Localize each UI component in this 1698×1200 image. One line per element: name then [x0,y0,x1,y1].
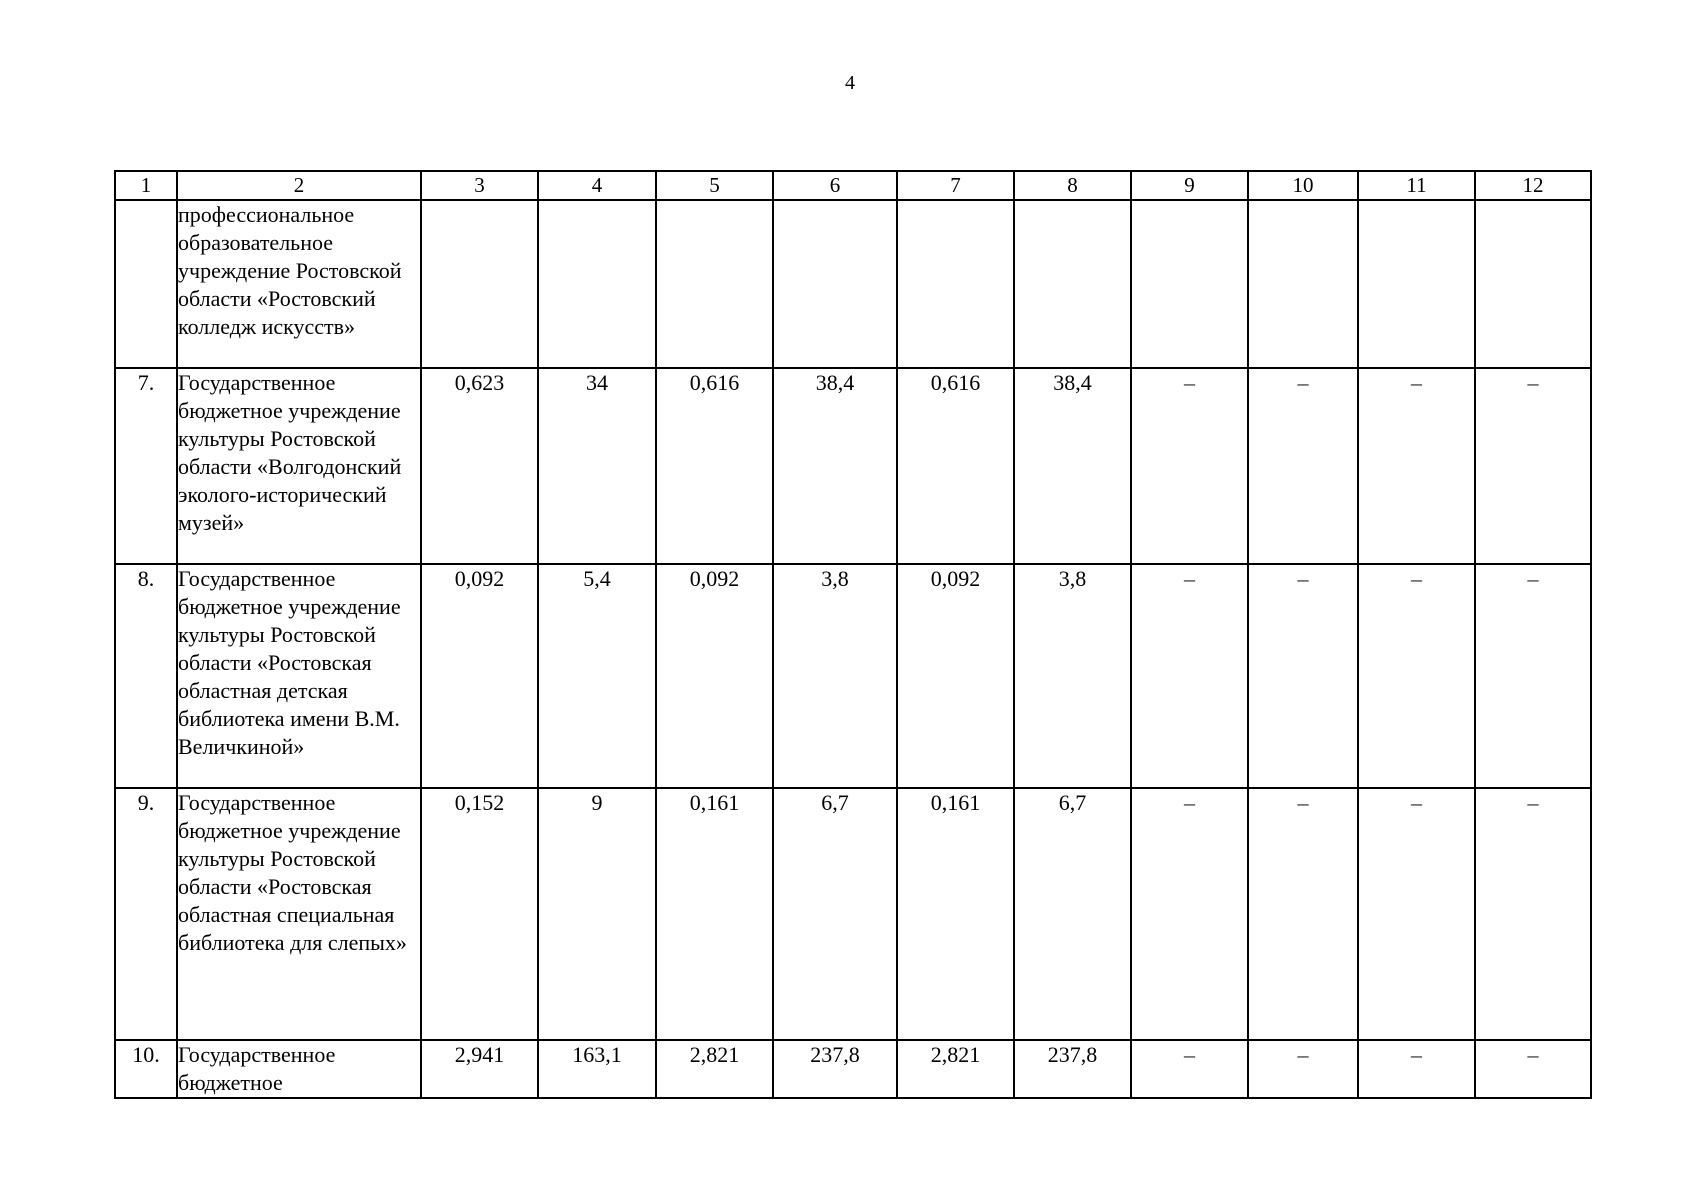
cell-value [421,200,538,368]
column-header: 12 [1475,171,1591,200]
cell-value: – [1131,788,1248,1040]
cell-value [1014,200,1131,368]
institution-name: Государственное бюджетное учреждение культуры Ростовской области «Ростовская областная детская библиотека имени В.М. Величкиной» [177,564,421,788]
cell-value: 3,8 [773,564,897,788]
cell-value [897,200,1014,368]
cell-value: 9 [538,788,656,1040]
cell-value: 2,821 [656,1040,773,1098]
cell-value: – [1475,564,1591,788]
table-row [115,1040,1591,1098]
cell-value: 0,152 [421,788,538,1040]
row-number [115,200,177,368]
cell-value: 0,092 [897,564,1014,788]
cell-value: – [1248,564,1358,788]
cell-value [538,200,656,368]
cell-value: – [1475,1040,1591,1098]
column-header: 3 [421,171,538,200]
data-table [114,170,1592,1099]
column-header: 11 [1358,171,1475,200]
page-number: 4 [845,72,855,94]
cell-value: 6,7 [773,788,897,1040]
cell-value [773,200,897,368]
cell-value: – [1358,368,1475,564]
cell-value: 5,4 [538,564,656,788]
cell-value: – [1358,564,1475,788]
column-header: 9 [1131,171,1248,200]
cell-value: 2,941 [421,1040,538,1098]
cell-value: – [1475,788,1591,1040]
row-number: 9. [115,788,177,1040]
cell-value: 34 [538,368,656,564]
cell-value: 237,8 [1014,1040,1131,1098]
cell-value: 2,821 [897,1040,1014,1098]
cell-value: 0,092 [656,564,773,788]
table-row [115,200,1591,368]
cell-value: – [1131,1040,1248,1098]
cell-value [1358,200,1475,368]
cell-value: – [1358,1040,1475,1098]
cell-value: – [1248,1040,1358,1098]
cell-value: – [1248,788,1358,1040]
institution-name: Государственное бюджетное учреждение культуры Ростовской области «Волгодонский эколого-исторический музей» [177,368,421,564]
column-header: 5 [656,171,773,200]
cell-value: – [1475,368,1591,564]
cell-value: 3,8 [1014,564,1131,788]
cell-value: 163,1 [538,1040,656,1098]
column-header: 2 [177,171,421,200]
cell-value: 237,8 [773,1040,897,1098]
cell-value: 38,4 [1014,368,1131,564]
column-header: 7 [897,171,1014,200]
cell-value: 0,161 [656,788,773,1040]
institution-name: профессиональное образовательное учреждение Ростовской области «Ростовский колледж искусств» [177,200,421,368]
cell-value: 0,616 [656,368,773,564]
row-number: 7. [115,368,177,564]
table-row [115,788,1591,1040]
cell-value: 0,092 [421,564,538,788]
row-number: 8. [115,564,177,788]
cell-value [1248,200,1358,368]
column-header: 4 [538,171,656,200]
column-header: 8 [1014,171,1131,200]
cell-value: – [1248,368,1358,564]
cell-value: 6,7 [1014,788,1131,1040]
cell-value [1475,200,1591,368]
cell-value [656,200,773,368]
table-row [115,368,1591,564]
cell-value: – [1131,564,1248,788]
cell-value [1131,200,1248,368]
cell-value: – [1358,788,1475,1040]
table-row [115,564,1591,788]
column-header: 1 [115,171,177,200]
institution-name: Государственное бюджетное [177,1040,421,1098]
column-header: 6 [773,171,897,200]
institution-name: Государственное бюджетное учреждение культуры Ростовской области «Ростовская областная специальная библиотека для слепых» [177,788,421,1040]
cell-value: 0,161 [897,788,1014,1040]
header-row [115,171,1591,200]
row-number: 10. [115,1040,177,1098]
cell-value: – [1131,368,1248,564]
cell-value: 0,623 [421,368,538,564]
cell-value: 0,616 [897,368,1014,564]
cell-value: 38,4 [773,368,897,564]
column-header: 10 [1248,171,1358,200]
